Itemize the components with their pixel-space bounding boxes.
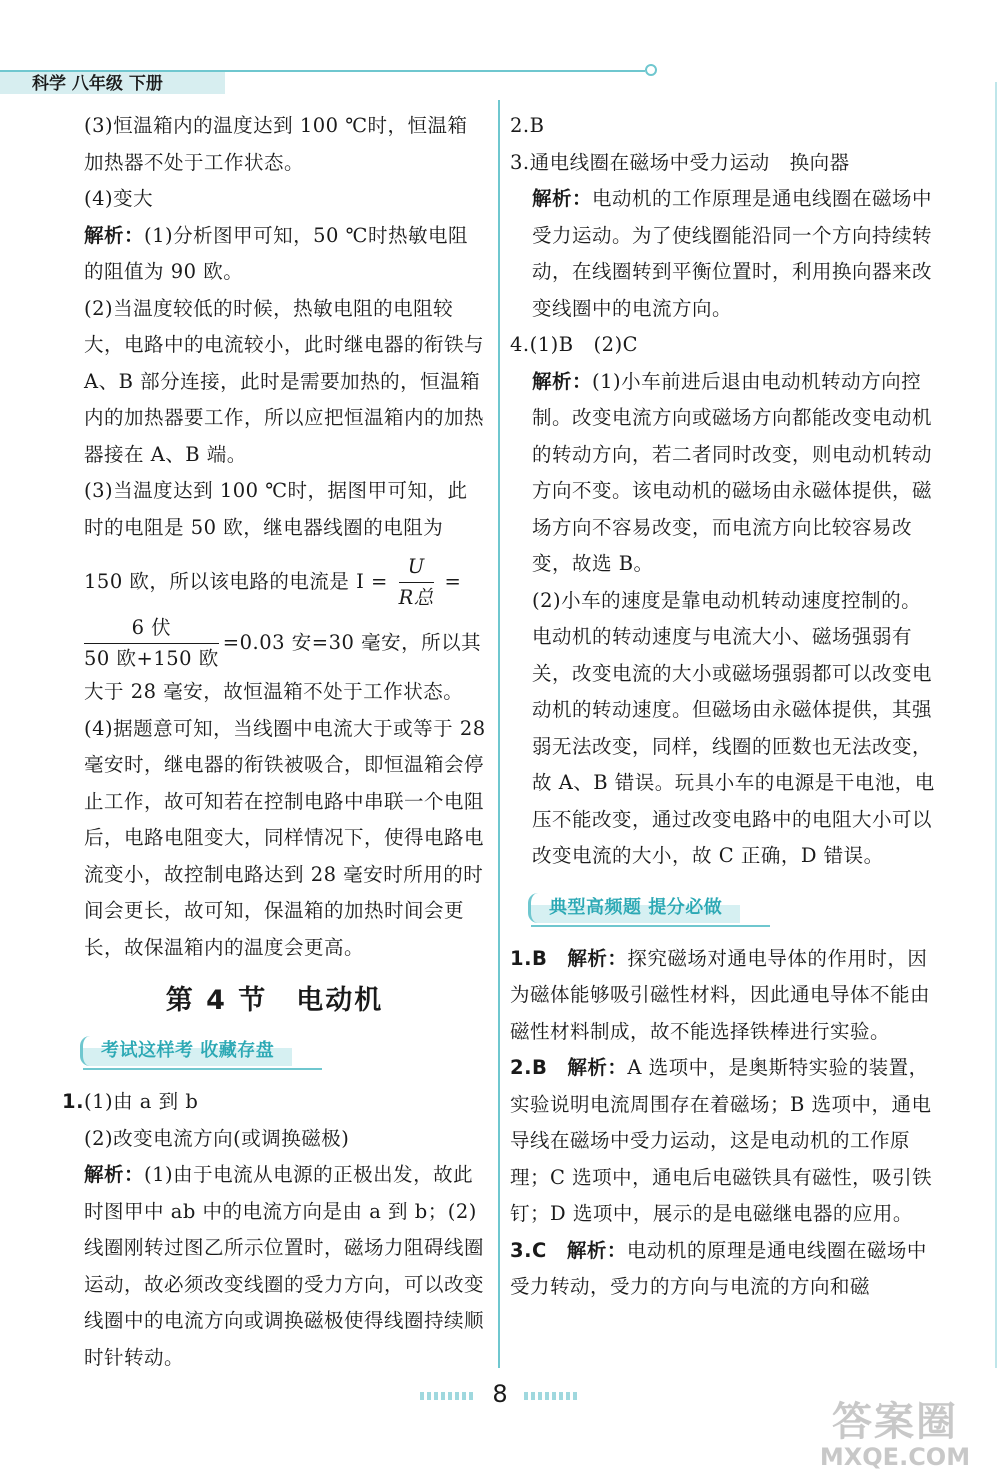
watermark-url: MXQE.COM: [819, 1443, 971, 1471]
analysis-paragraph: (3)当温度达到 100 ℃时，据图甲可知，此时的电阻是 50 欧，继电器线圈的电阻为: [84, 479, 468, 539]
left-column: [62, 108, 487, 1376]
page-ornament: [524, 1392, 580, 1400]
formula-line: 150 欧，所以该电路的电流是 I = $\frac{U}{\text{R总}}$ =: [62, 552, 487, 613]
question-answer: (2)改变电流方向(或调换磁极): [84, 1126, 350, 1150]
section-banner: 考试这样考 收藏存盘: [80, 1036, 292, 1066]
formula-line: $\frac{\text{6 伏}}{\text{50 欧+150 欧}}$ =0.03 安=30 毫安，所以其: [62, 613, 487, 674]
analysis-paragraph: (4)据题意可知，当线圈中电流大于或等于 28 毫安时，继电器的衔铁被吸合，即恒温箱会停止工作，故可知若在控制电路中串联一个电阻后，电路电阻变大，同样情况下，使得电路电流变小，故控制电路达到 28 毫安时所用的时间会更长，故可知，保温箱的加热时间会更长，故保温箱内的温度会更高。: [84, 716, 486, 959]
analysis-paragraph: 大于 28 毫安，故恒温箱不处于工作状态。: [84, 680, 464, 703]
header-dot-icon: [645, 64, 657, 76]
header-rule: [225, 70, 645, 72]
question-answer: 2.B 解析：A 选项中，是奥斯特实验的装置，实验说明电流周围存在着磁场；B 选项中，通电导线在磁场中受力运动，这是电动机的工作原理；C 选项中，通电后电磁铁具有磁性，吸引铁钉；D 选项中，展示的是电磁继电器的应用。: [510, 1056, 933, 1225]
watermark: [800, 1400, 990, 1470]
question-answer: 3.通电线圈在磁场中受力运动 换向器: [510, 150, 850, 174]
fraction-voltage-over-resistance: $\frac{\text{6 伏}}{\text{50 欧+150 欧}}$: [84, 613, 219, 674]
analysis-paragraph: 解析：(1)分析图甲可知，50 ℃时热敏电阻的阻值为 90 欧。: [84, 223, 468, 283]
answer-line: (4)变大: [84, 187, 154, 210]
answer-line: (3)恒温箱内的温度达到 100 ℃时，恒温箱加热器不处于工作状态。: [84, 114, 468, 174]
book-title: 科学 八年级 下册: [0, 70, 225, 94]
question-answer: 1.B 解析：探究磁场对通电导体的作用时，因为磁体能够吸引磁性材料，因此通电导体不能由磁性材料制成，故不能选择铁棒进行实验。: [510, 946, 931, 1043]
question-answer: 2.B: [510, 114, 545, 137]
analysis-paragraph: (2)当温度较低的时候，热敏电阻的电阻较大，电路中的电流较小，此时继电器的衔铁与 A、B 部分连接，此时是需要加热的，恒温箱内的加热器要工作，所以应把恒温箱内的加热器接在 A、B 端。: [84, 296, 485, 466]
right-column: [510, 108, 938, 1306]
analysis-paragraph: 解析：(1)小车前进后退由电动机转动方向控制。改变电流方向或磁场方向都能改变电动机的转动方向，若二者同时改变，则电动机转动方向不变。该电动机的磁场由永磁体提供，磁场方向不容易改变，而电流方向比较容易改变，故选 B。: [532, 369, 933, 575]
question-answer: 3.C 解析：电动机的原理是通电线圈在磁场中受力转动，受力的方向与电流的方向和磁: [510, 1238, 927, 1298]
margin-rule: [995, 82, 997, 1368]
section-banner: 典型高频题 提分必做: [528, 893, 740, 923]
watermark-logo: 答案圈: [832, 1399, 958, 1445]
question-answer: 1.(1)由 a 到 b: [62, 1090, 199, 1113]
section-title: 第 4 节 电动机: [165, 985, 384, 1016]
column-divider: [498, 100, 500, 1368]
analysis-paragraph: 解析：(1)由于电流从电源的正极出发，故此时图甲中 ab 中的电流方向是由 a 到 b；(2)线圈刚转过图乙所示位置时，磁场力阻碍线圈运动，故必须改变线圈的受力方向，可以改变线圈中的电流方向或调换磁极使得线圈持续顺时针转动。: [84, 1163, 485, 1369]
question-answer: 4.(1)B (2)C: [510, 333, 639, 356]
analysis-paragraph: (2)小车的速度是靠电动机转动速度控制的。电动机的转动速度与电流大小、磁场强弱有关，改变电流的大小或磁场强弱都可以改变电动机的转动速度。但磁场由永磁体提供，其强弱无法改变，同样，线圈的匝数也无法改变，故 A、B 错误。玩具小车的电源是干电池，电压不能改变，通过改变电路中的电阻大小可以改变电流的大小，故 C 正确，D 错误。: [532, 588, 935, 867]
fraction-u-over-r: $\frac{U}{\text{R总}}$: [399, 552, 434, 613]
analysis-label: 解析：: [84, 223, 145, 247]
analysis-paragraph: 解析：电动机的工作原理是通电线圈在磁场中受力运动。为了使线圈能沿同一个方向持续转动，在线圈转到平衡位置时，利用换向器来改变线圈中的电流方向。: [532, 187, 933, 320]
page-number: 8: [492, 1380, 508, 1408]
